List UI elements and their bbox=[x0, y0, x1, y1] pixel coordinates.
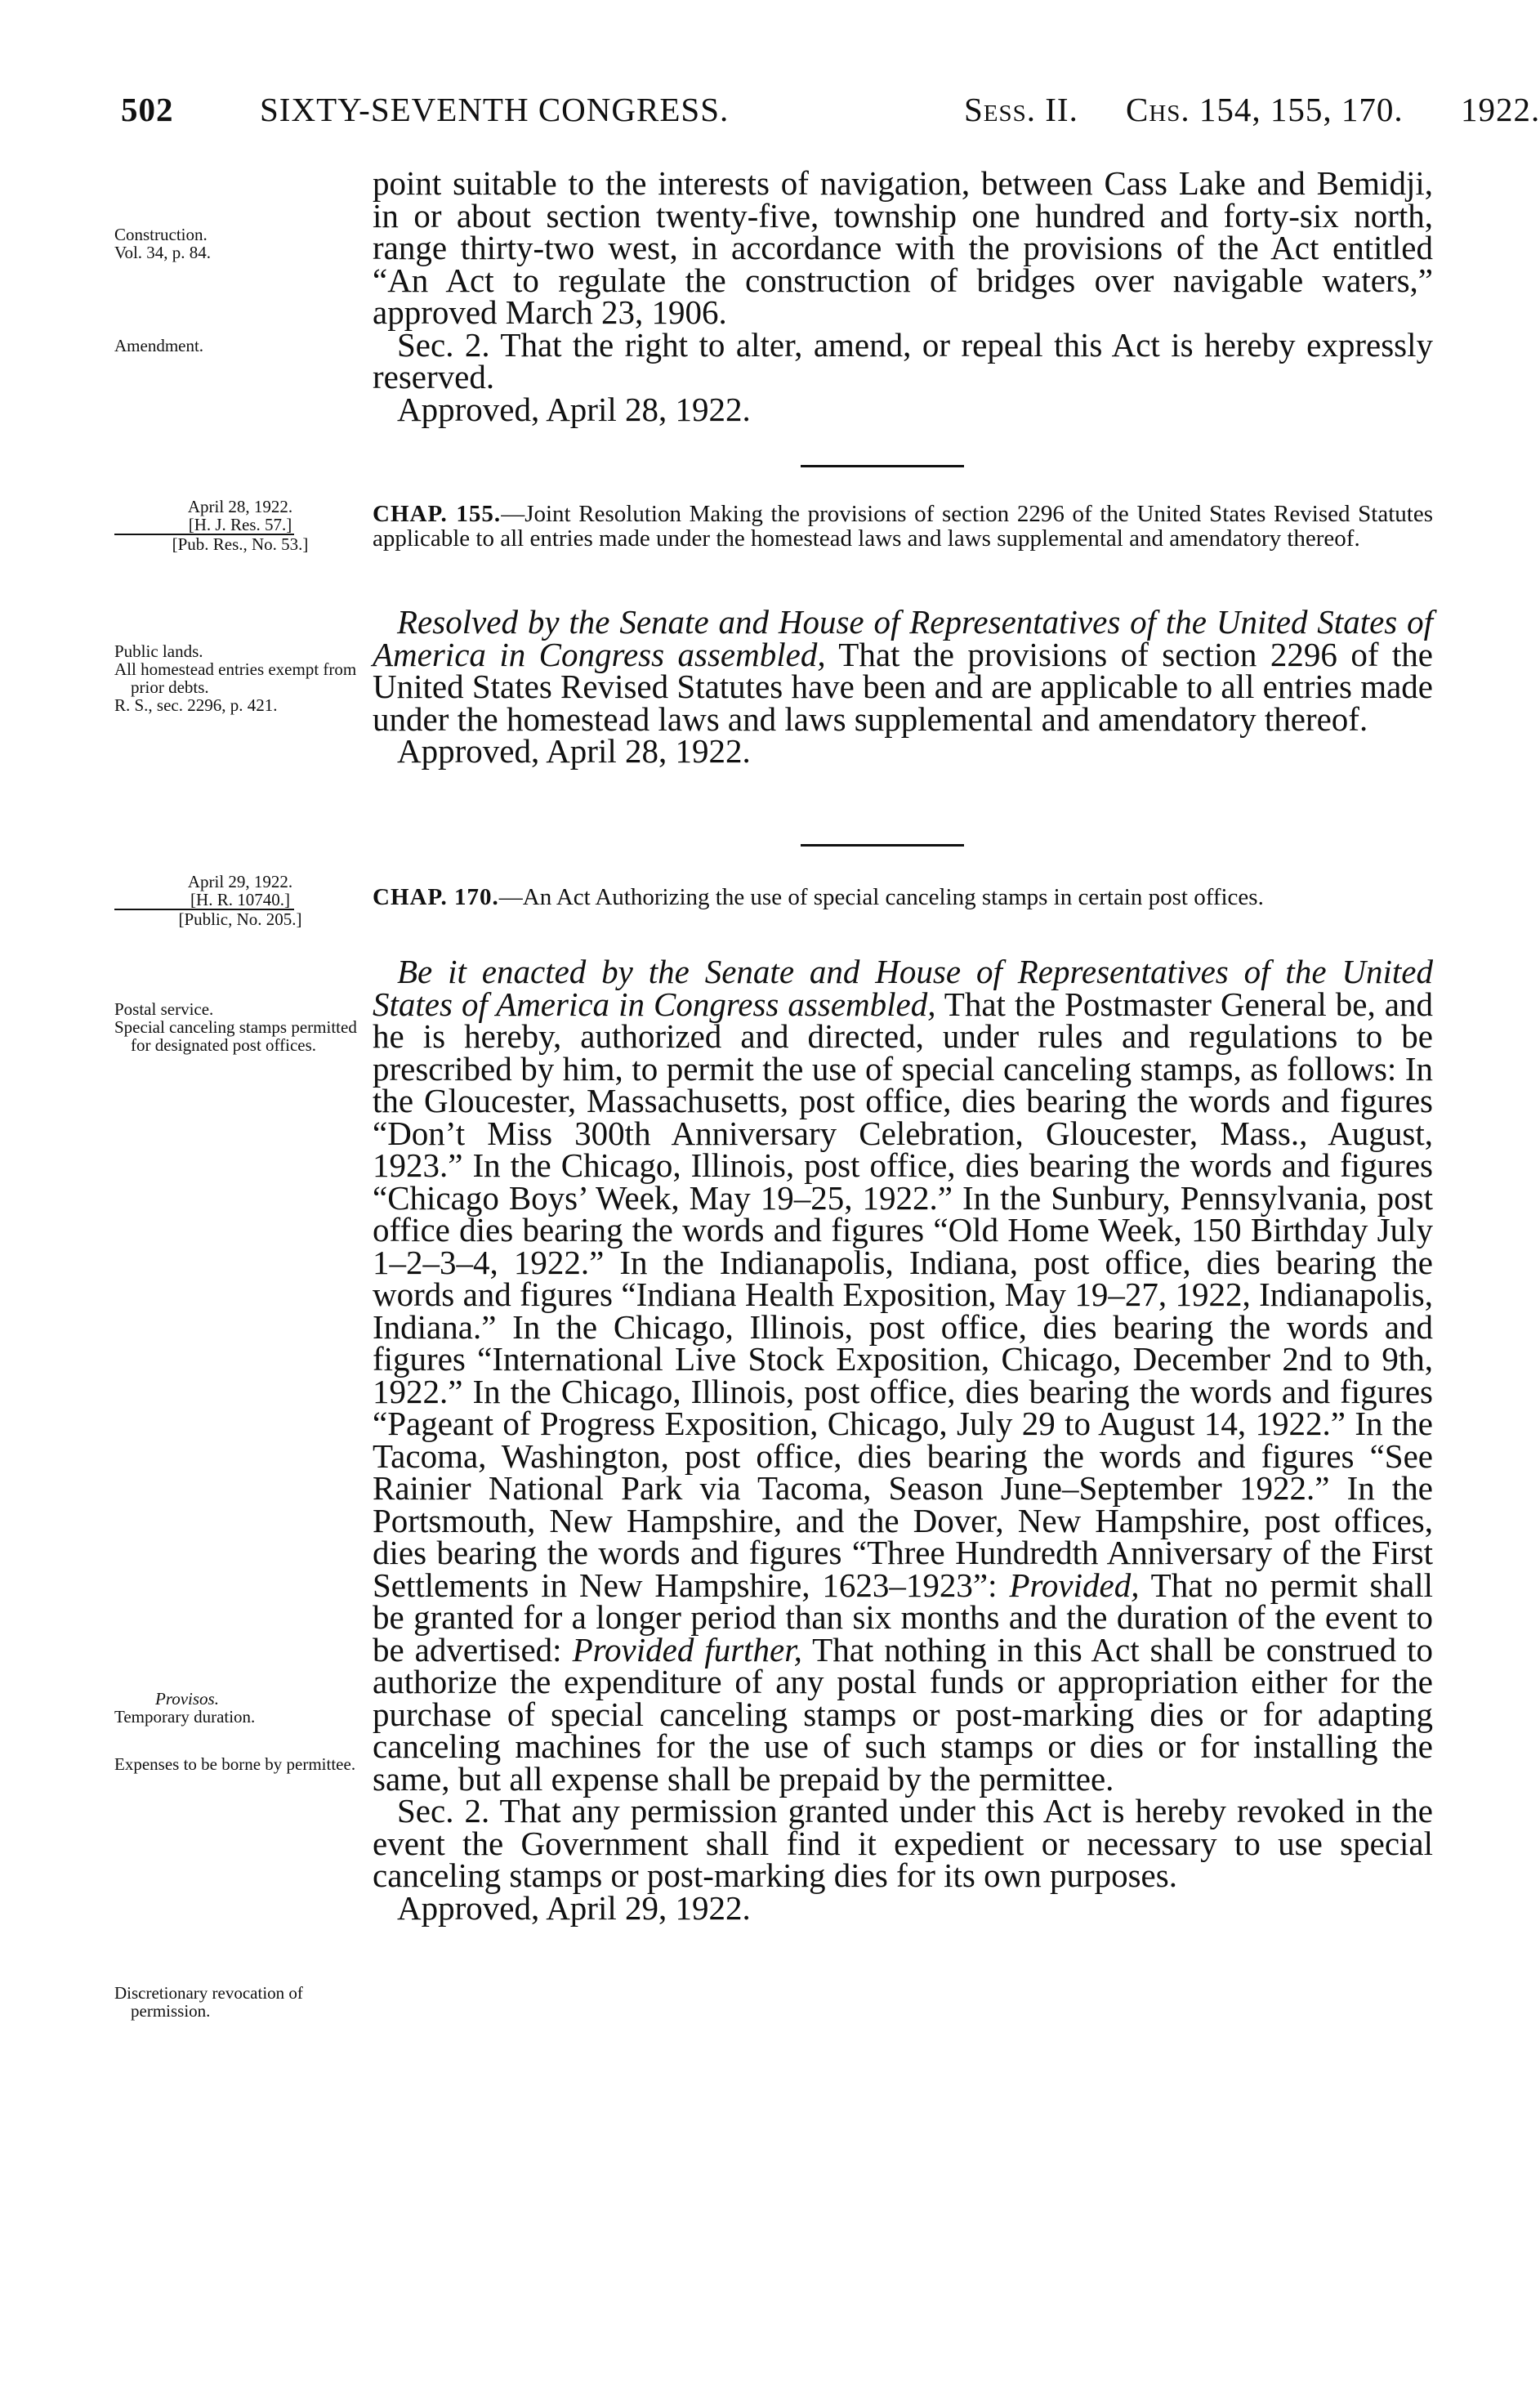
year-label: 1922. bbox=[1461, 91, 1540, 128]
margin-note-special-stamps: Special canceling stamps permitted for designated post offices. bbox=[114, 1017, 357, 1055]
page-number: 502 bbox=[121, 91, 174, 128]
margin-note-construction-ref: Vol. 34, p. 84. bbox=[114, 243, 212, 262]
section-rule bbox=[801, 844, 964, 847]
chapter-155-body bbox=[373, 603, 1434, 770]
chapter-170-date: April 29, 1922. bbox=[187, 872, 293, 891]
chapter-154-text: point suitable to the interests of navigation, between Cass Lake and Bemidji, in or about section twenty-five, township one hundred and forty-six north, range thirty-two west, in accordance with the provisions of the Act entitled “An Act to regulate the construction of bridges over navigable waters,” approved March 23, 1906. bbox=[373, 164, 1433, 331]
chapter-155-date: April 28, 1922. bbox=[187, 497, 293, 516]
margin-note-provisos: Provisos. Temporary duration. bbox=[114, 1690, 366, 1726]
chapters-label: Chs. 154, 155, 170. bbox=[1126, 91, 1404, 128]
margin-note-homestead-entries: All homestead entries exempt from prior debts. bbox=[114, 659, 357, 697]
chapter-170-body bbox=[373, 953, 1433, 1927]
margin-note-revised-statutes: R. S., sec. 2296, p. 421. bbox=[114, 695, 278, 715]
chapter-155-resolution: Resolved by the Senate and House of Representatives of the United States of America in Congress assembled, That the provisions of section 2296 of the United States Revised Statutes have been and are applicable to all entries made under the homestead laws and laws supplemental and amendatory thereof. bbox=[373, 603, 1434, 738]
margin-note-expenses: Expenses to be borne by permittee. bbox=[114, 1754, 356, 1774]
margin-note-temporary-duration: Temporary duration. bbox=[114, 1707, 256, 1727]
chapter-155-title: —Joint Resolution Making the provisions of section 2296 of the United States Revised Statutes applicable to all entries made under the homestead laws and laws supplemental and amendatory thereof. bbox=[373, 501, 1433, 552]
proviso-1: Provided, bbox=[1009, 1566, 1140, 1604]
margin-note-construction: Construction. Vol. 34, p. 84. bbox=[114, 226, 366, 261]
margin-note-postal-service: Postal service. Special canceling stamps permitted for designated post offices. bbox=[114, 1000, 366, 1054]
resolving-clause: Resolved by the Senate and House of Representatives of the United States of America in Congress assembled, bbox=[373, 603, 1433, 673]
congress-title: SIXTY-SEVENTH CONGRESS. bbox=[260, 91, 730, 128]
margin-note-public-lands: Public lands. All homestead entries exempt from prior debts. R. S., sec. 2296, p. 421. bbox=[114, 642, 366, 714]
chapter-170-heading bbox=[373, 885, 1433, 909]
chapter-155-label: CHAP. 155. bbox=[373, 501, 502, 527]
running-head bbox=[121, 90, 1540, 139]
margin-note-revocation: Discretionary revocation of permission. bbox=[114, 1983, 303, 2021]
chapter-155-citation bbox=[114, 498, 366, 553]
section-rule bbox=[801, 465, 964, 467]
session-label: Sess. II. bbox=[964, 91, 1078, 128]
chapter-155-approved: Approved, April 28, 1922. bbox=[397, 732, 751, 770]
chapter-170-bill: [H. R. 10740.] bbox=[190, 890, 290, 909]
chapter-170-label: CHAP. 170. bbox=[373, 884, 499, 910]
chapter-170-enactment: Be it enacted by the Senate and House of Representatives of the United States of America in Congress assembled, That the Postmaster General be, and he is hereby, authorized and directed, under rules and regulations to be prescribed by him, to permit the use of special canceling stamps, as follows: In the Gloucester, Massachusetts, post office, dies bearing the words and figures “Don’t Miss 300th Anniversary Celebration, Gloucester, Mass., August, 1923.” In the Chicago, Illinois, post office, dies bearing the words and figures “Chicago Boys’ Week, May 19–25, 1922.” In the Sunbury, Pennsylvania, post office dies bearing the words and figures “Old Home Week, 150 Birthday July 1–2–3–4, 1922.” In the Indianapolis, Indiana, post office, dies bearing the words and figures “Indiana Health Exposition, May 19–27, 1922, Indianapolis, Indiana.” In the Chicago, Illinois, post office, dies bearing the words and figures “International Live Stock Exposition, Chicago, December 2nd to 9th, 1922.” In the Chicago, Illinois, post office, dies bearing the words and figures “Pageant of Progress Exposition, Chicago, July 29 to August 14, 1922.” In the Tacoma, Washington, post office, dies bearing the words and figures “See Rainier National Park via Tacoma, Season June–September 1922.” In the Portsmouth, New Hampshire, and the Dover, New Hampshire, post offices, dies bearing the words and figures “Three Hundredth Anniversary of the First Settlements in New Hampshire, 1623–1923”: Provided, That no permit shall be granted for a longer period than six months and the duration of the event to be advertised: Provided further, That nothing in this Act shall be construed to authorize the expenditure of any postal funds or appropriation either for the purchase of special canceling stamps or post-marking dies or for adapting canceling machines for the use of such stamps or dies or for installing the same, but all expense shall be prepaid by the permittee. bbox=[373, 953, 1433, 1798]
chapter-170-citation bbox=[114, 873, 366, 928]
chapter-155-heading bbox=[373, 502, 1433, 551]
chapter-170-pub: [Public, No. 205.] bbox=[178, 909, 302, 929]
chapter-154-section-2: Sec. 2. That the right to alter, amend, or repeal this Act is hereby expressly reserved. bbox=[373, 325, 1433, 395]
chapter-170-section-2: Sec. 2. That any permission granted under this Act is hereby revoked in the event the Government shall find it expedient or necessary to use special canceling stamps or post-marking dies for its own purposes. bbox=[373, 1792, 1433, 1894]
chapter-154-approved: Approved, April 28, 1922. bbox=[397, 390, 751, 428]
proviso-2: Provided further, bbox=[572, 1630, 802, 1669]
chapter-154-body bbox=[373, 164, 1433, 428]
margin-note-amendment: Amendment. bbox=[114, 336, 204, 355]
chapter-170-title: —An Act Authorizing the use of special canceling stamps in certain post offices. bbox=[498, 884, 1264, 910]
chapter-155-bill: [H. J. Res. 57.] bbox=[188, 515, 292, 534]
chapter-170-approved: Approved, April 29, 1922. bbox=[397, 1888, 751, 1927]
chapter-155-pub: [Pub. Res., No. 53.] bbox=[172, 534, 309, 554]
enacting-clause: Be it enacted by the Senate and House of Representatives of the United States of America in Congress assembled, bbox=[373, 953, 1433, 1023]
